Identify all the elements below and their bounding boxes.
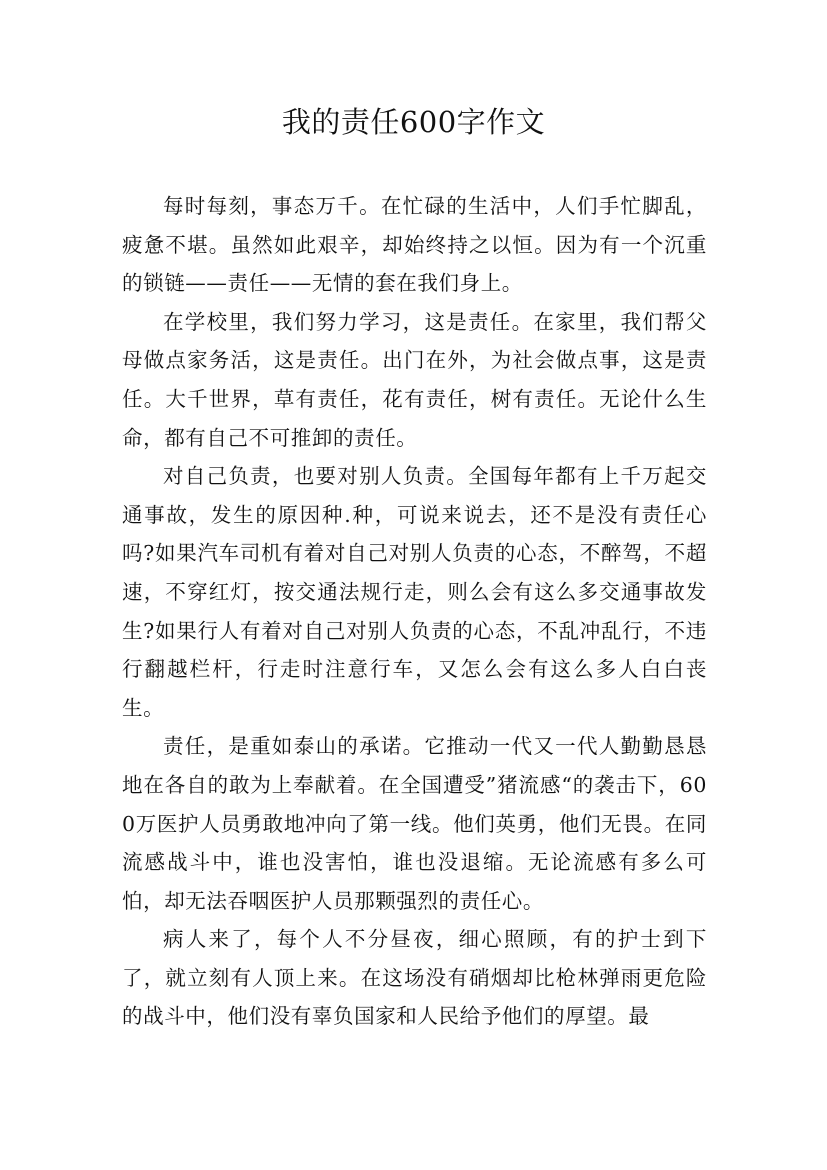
document-title: 我的责任600字作文: [281, 105, 546, 139]
paragraph-2: 在学校里，我们努力学习，这是责任。在家里，我们帮父母做点家务活，这是责任。出门在外，为社会做点事，这是责任。大千世界，草有责任，花有责任，树有责任。无论什么生命，都有自己不可推卸的责任。: [122, 309, 707, 450]
paragraph-3: 对自己负责，也要对别人负责。全国每年都有上千万起交通事故，发生的原因种.种，可说来说去，还不是没有责任心吗?如果汽车司机有着对自己对别人负责的心态，不醉驾，不超速，不穿红灯，按交通法规行走，则么会有这么多交通事故发生?如果行人有着对自己对别人负责的心态，不乱冲乱行，不违行翻越栏杆，行走时注意行车，又怎么会有这么多人白白丧生。: [122, 464, 707, 720]
paragraph-4: 责任，是重如泰山的承诺。它推动一代又一代人勤勤恳恳地在各自的敢为上奉献着。在全国遭受”猪流感“的袭击下，600万医护人员勇敢地冲向了第一线。他们英勇，他们无畏。在同流感战斗中，谁也没害怕，谁也没退缩。无论流感有多么可怕，却无法吞咽医护人员那颗强烈的责任心。: [122, 734, 707, 913]
paragraph-1: 每时每刻，事态万千。在忙碌的生活中，人们手忙脚乱，疲惫不堪。虽然如此艰辛，却始终持之以恒。因为有一个沉重的锁链——责任——无情的套在我们身上。: [122, 194, 707, 296]
document-body: [122, 187, 707, 1036]
paragraph-5: 病人来了，每个人不分昼夜，细心照顾，有的护士到下了，就立刻有人顶上来。在这场没有硝烟却比枪林弹雨更危险的战斗中，他们没有辜负国家和人民给予他们的厚望。最: [122, 927, 707, 1029]
